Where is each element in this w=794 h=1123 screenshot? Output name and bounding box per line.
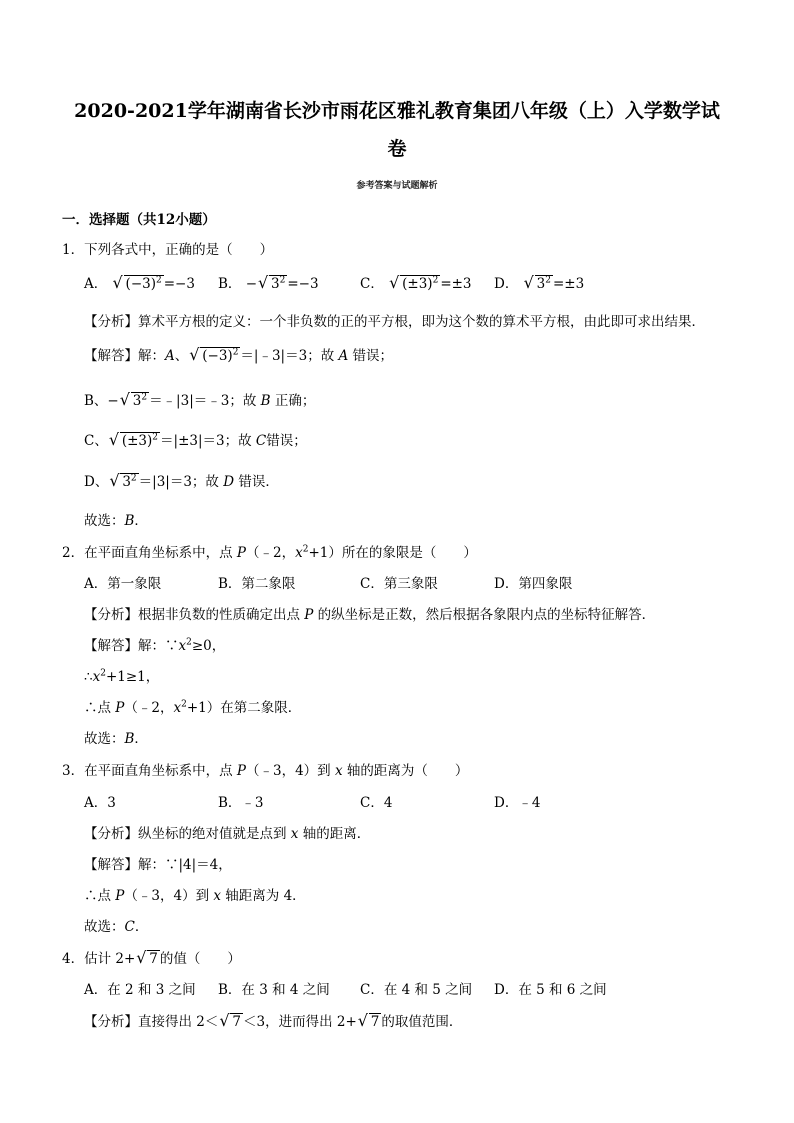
q1-option-a-rest: =−3	[163, 276, 195, 292]
option-letter: D	[84, 474, 95, 490]
option-letter: A	[165, 348, 175, 364]
stem-text: 的值（ ）	[159, 951, 241, 967]
variable: x	[213, 888, 221, 904]
q1-solution-d	[84, 470, 279, 490]
q4-option-b: B．在 3 和 4 之间	[218, 982, 330, 998]
q1-option-b-label: B．	[218, 276, 242, 292]
option-letter: C	[84, 433, 95, 449]
exponent: 2	[152, 432, 159, 443]
solution-text: ∴点	[84, 700, 116, 716]
separator: 、	[94, 474, 109, 490]
sqrt-icon: √ $(-3)^2$	[112, 273, 162, 292]
option-letter: C	[255, 433, 267, 449]
q1-option-a-label: A．	[84, 276, 108, 292]
analysis-text: 轴的距离．	[298, 826, 371, 842]
q4-stem	[62, 947, 241, 967]
q1-option-c-rest: =±3	[440, 276, 472, 292]
q1-option-c-label: C．	[360, 276, 384, 292]
point-name: P	[115, 700, 125, 716]
q1-option-c-exponent: 2	[432, 275, 439, 286]
stem-text: 2．在平面直角坐标系中，点	[62, 545, 237, 561]
variable: x	[290, 826, 299, 842]
solution-text: ＝﹣|3|＝﹣3；故	[149, 393, 257, 409]
q1-option-d-exponent: 2	[545, 275, 551, 286]
solution-verdict: 正确；	[274, 393, 316, 409]
option-letter: B	[260, 393, 271, 409]
point-name: P	[236, 763, 246, 779]
q1-option-b-rest: =−3	[287, 276, 319, 292]
q1-answer	[84, 509, 148, 529]
solution-text: +1）在第二象限．	[186, 700, 302, 716]
q1-option-b-radicand: 3	[271, 276, 280, 292]
q2-answer	[84, 727, 148, 747]
q1-option-b-sign: −	[245, 276, 258, 292]
q1-option-c-radicand: (±3)	[402, 276, 433, 292]
exponent: 2	[302, 544, 309, 555]
option-letter: B	[84, 393, 94, 409]
stem-text: +1）所在的象限是（ ）	[308, 545, 477, 561]
solution-text: ＝|﹣3|＝3；故	[240, 348, 335, 364]
exponent: 2	[100, 668, 106, 679]
analysis-text: 【分析】根据非负数的性质确定出点	[84, 607, 305, 623]
separator: 、	[93, 393, 108, 409]
solution-text: ＝|3|＝3；故	[138, 474, 219, 490]
therefore-sign: ∴	[84, 669, 93, 685]
q1-option-d	[494, 272, 584, 292]
solution-text: 【解答】解：∵	[84, 638, 179, 654]
q3-option-d: D．﹣4	[494, 795, 541, 811]
solution-text: ≥0，	[191, 638, 226, 654]
q4-option-a: A．在 2 和 3 之间	[84, 982, 196, 998]
sqrt-icon: √ $(\pm 3)^2$	[108, 430, 159, 449]
point-name: P	[304, 607, 314, 623]
solution-verdict: 错误．	[238, 474, 279, 490]
q4-option-d: D．在 5 和 6 之间	[494, 982, 607, 998]
sqrt-icon: √ 7	[219, 1011, 241, 1030]
q2-option-d: D．第四象限	[494, 576, 573, 592]
q3-option-b: B．﹣3	[218, 795, 264, 811]
solution-text: +1≥1，	[105, 669, 160, 685]
q1-option-a-exponent: 2	[155, 275, 162, 286]
variable: x	[178, 638, 187, 654]
q1-analysis: 【分析】算术平方根的定义：一个非负数的正的平方根，即为这个数的算术平方根，由此即可求出结果．	[84, 314, 705, 330]
q1-option-d-radicand: 3	[536, 276, 546, 292]
sqrt-icon: √ $3^2$	[258, 273, 286, 292]
radicand: (−3)	[202, 348, 233, 364]
page-title-line2: 卷	[387, 138, 407, 160]
section-heading: 一．选择题（共12小题）	[62, 212, 216, 228]
q3-option-a: A．3	[84, 795, 116, 811]
analysis-text: 【分析】直接得出 2＜	[84, 1014, 219, 1030]
radicand: 7	[232, 1014, 241, 1030]
q3-analysis	[84, 822, 370, 842]
q2-solution-1	[84, 634, 225, 654]
solution-verdict: 错误；	[352, 348, 394, 364]
analysis-text: ＜3，进而得出 2+	[242, 1014, 357, 1030]
q2-option-c: C．第三象限	[360, 576, 438, 592]
q2-option-a: A．第一象限	[84, 576, 162, 592]
solution-text: ∴点	[84, 888, 116, 904]
solution-label: 【解答】解：	[84, 348, 165, 364]
answer-end: ．	[134, 731, 148, 747]
sqrt-icon: √ $(\pm 3)^2$	[389, 273, 439, 292]
q1-option-a-radicand: (−3)	[125, 276, 156, 292]
q1-option-a	[84, 272, 195, 292]
q2-option-b: B．第二象限	[218, 576, 296, 592]
q3-solution-2	[84, 884, 306, 904]
solution-text: （﹣3，4）到	[124, 888, 214, 904]
analysis-text: 的纵坐标是正数，然后根据各象限内点的坐标特征解答．	[313, 607, 656, 623]
minus-sign: −	[107, 393, 119, 409]
q4-analysis	[84, 1010, 462, 1030]
radicand: 7	[149, 951, 158, 967]
page-subtitle: 参考答案与试题解析	[356, 181, 438, 191]
q3-solution-1: 【解答】解：∵|4|＝4，	[84, 857, 232, 873]
q2-analysis	[84, 603, 655, 623]
radicand: 7	[370, 1014, 380, 1030]
q1-option-d-label: D．	[494, 276, 519, 292]
exponent: 2	[232, 347, 239, 358]
q3-stem	[62, 759, 468, 779]
q1-option-b	[218, 272, 319, 292]
point-name: P	[236, 545, 246, 561]
sqrt-icon: √ $3^2$	[119, 390, 148, 409]
q1-solution-c	[84, 429, 307, 449]
q1-solution-a	[84, 344, 393, 364]
point-name: P	[115, 888, 125, 904]
solution-text: ＝|±3|＝3；故	[160, 433, 252, 449]
variable: x	[92, 669, 101, 685]
separator: 、	[174, 348, 189, 364]
option-letter: D	[223, 474, 235, 490]
solution-text: 轴距离为 4．	[221, 888, 306, 904]
stem-text: 4．估计 2+	[62, 951, 136, 967]
q1-option-b-exponent: 2	[279, 275, 286, 286]
stem-text: （﹣2，	[245, 545, 296, 561]
sqrt-icon: √ $(-3)^2$	[189, 345, 239, 364]
stem-text: （﹣3，4）到	[245, 763, 335, 779]
option-letter: A	[338, 348, 349, 364]
radicand: 3	[132, 393, 142, 409]
exponent: 2	[186, 637, 192, 648]
answer-end: ．	[134, 919, 149, 935]
variable: x	[173, 700, 182, 716]
separator: 、	[94, 433, 108, 449]
q2-solution-3	[84, 696, 301, 716]
sqrt-icon: √ $3^2$	[523, 273, 551, 292]
stem-text: 轴的距离为（ ）	[342, 763, 469, 779]
answer-label: 故选：	[84, 513, 125, 529]
q2-stem	[62, 541, 477, 561]
q3-option-c: C．4	[360, 795, 393, 811]
q1-option-c	[360, 272, 472, 292]
exponent: 2	[141, 392, 148, 403]
analysis-text: 【分析】纵坐标的绝对值就是点到	[84, 826, 291, 842]
answer-value: B	[124, 513, 135, 529]
radicand: 3	[122, 474, 131, 490]
exponent: 2	[130, 473, 137, 484]
answer-value: B	[124, 731, 135, 747]
exponent: 2	[181, 699, 187, 710]
answer-label: 故选：	[84, 731, 125, 747]
stem-text: 3．在平面直角坐标系中，点	[62, 763, 237, 779]
page-title-line1: 2020-2021学年湖南省长沙市雨花区雅礼教育集团八年级（上）入学数学试	[74, 100, 720, 122]
radicand: (±3)	[121, 433, 153, 449]
variable: x	[295, 545, 303, 561]
sqrt-icon: √ 7	[136, 948, 158, 967]
answer-value: C	[124, 919, 135, 935]
analysis-text: 的取值范围．	[381, 1014, 463, 1030]
variable: x	[334, 763, 343, 779]
answer-label: 故选：	[84, 919, 125, 935]
sqrt-icon: √ $3^2$	[109, 471, 137, 490]
q1-solution-b	[84, 389, 315, 409]
q1-option-d-rest: =±3	[552, 276, 585, 292]
q1-stem: 1．下列各式中，正确的是（ ）	[62, 242, 274, 258]
answer-end: ．	[134, 513, 148, 529]
sqrt-icon: √ 7	[357, 1011, 380, 1030]
q2-solution-2	[84, 665, 159, 685]
q3-answer	[84, 915, 148, 935]
q4-option-c: C．在 4 和 5 之间	[360, 982, 473, 998]
solution-text: （﹣2，	[124, 700, 174, 716]
solution-verdict: 错误；	[266, 433, 307, 449]
